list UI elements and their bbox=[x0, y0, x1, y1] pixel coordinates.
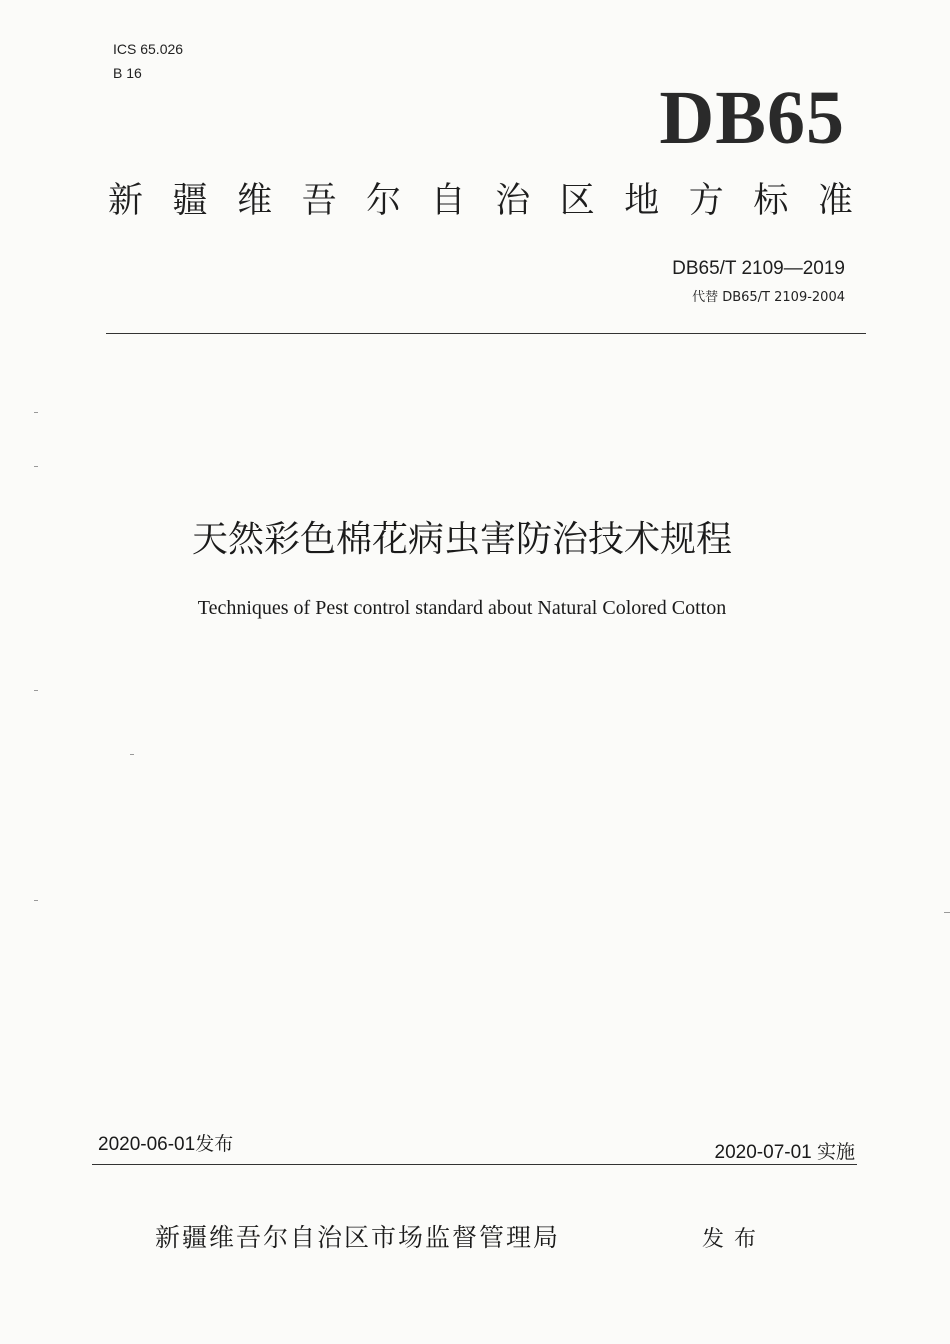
document-title-chinese: 天然彩色棉花病虫害防治技术规程 bbox=[191, 519, 732, 560]
standard-type-char: 地 bbox=[624, 181, 660, 221]
scan-speck bbox=[34, 466, 38, 467]
scan-speck bbox=[34, 900, 38, 901]
standard-number: DB65/T 2109—2019 bbox=[672, 258, 845, 279]
scan-speck bbox=[34, 412, 38, 413]
standard-type-char: 方 bbox=[688, 181, 724, 221]
document-title-english: Techniques of Pest control standard about Natural Colored Cotton bbox=[197, 597, 727, 619]
standard-type-char: 维 bbox=[237, 181, 273, 221]
replaces-note: 代替 DB65/T 2109-2004 bbox=[692, 290, 845, 305]
publish-label: 发布 bbox=[702, 1227, 767, 1252]
implementation-date: 2020-07-01 实施 bbox=[714, 1142, 855, 1163]
scan-speck bbox=[130, 754, 134, 755]
standard-type-char: 疆 bbox=[172, 181, 208, 221]
standard-type-char: 新 bbox=[108, 181, 144, 221]
standard-mark: DB65 bbox=[659, 76, 845, 160]
standard-type-char: 尔 bbox=[366, 181, 402, 221]
standard-type-char: 区 bbox=[559, 181, 595, 221]
standard-type-char: 治 bbox=[495, 181, 531, 221]
standard-type-char: 准 bbox=[817, 181, 853, 221]
scan-speck bbox=[944, 912, 950, 913]
footer-divider bbox=[92, 1164, 857, 1165]
ccs-code: B 16 bbox=[113, 65, 142, 81]
standard-type-title bbox=[108, 176, 853, 226]
header-divider bbox=[106, 333, 866, 334]
classification-codes bbox=[113, 38, 183, 86]
issue-date: 2020-06-01发布 bbox=[98, 1134, 234, 1155]
scan-speck bbox=[34, 690, 38, 691]
standard-type-char: 标 bbox=[753, 181, 789, 221]
standard-type-char: 吾 bbox=[301, 181, 337, 221]
ics-code: ICS 65.026 bbox=[113, 41, 184, 57]
standard-type-char: 自 bbox=[430, 181, 466, 221]
publisher-name: 新疆维吾尔自治区市场监督管理局 bbox=[155, 1223, 561, 1252]
